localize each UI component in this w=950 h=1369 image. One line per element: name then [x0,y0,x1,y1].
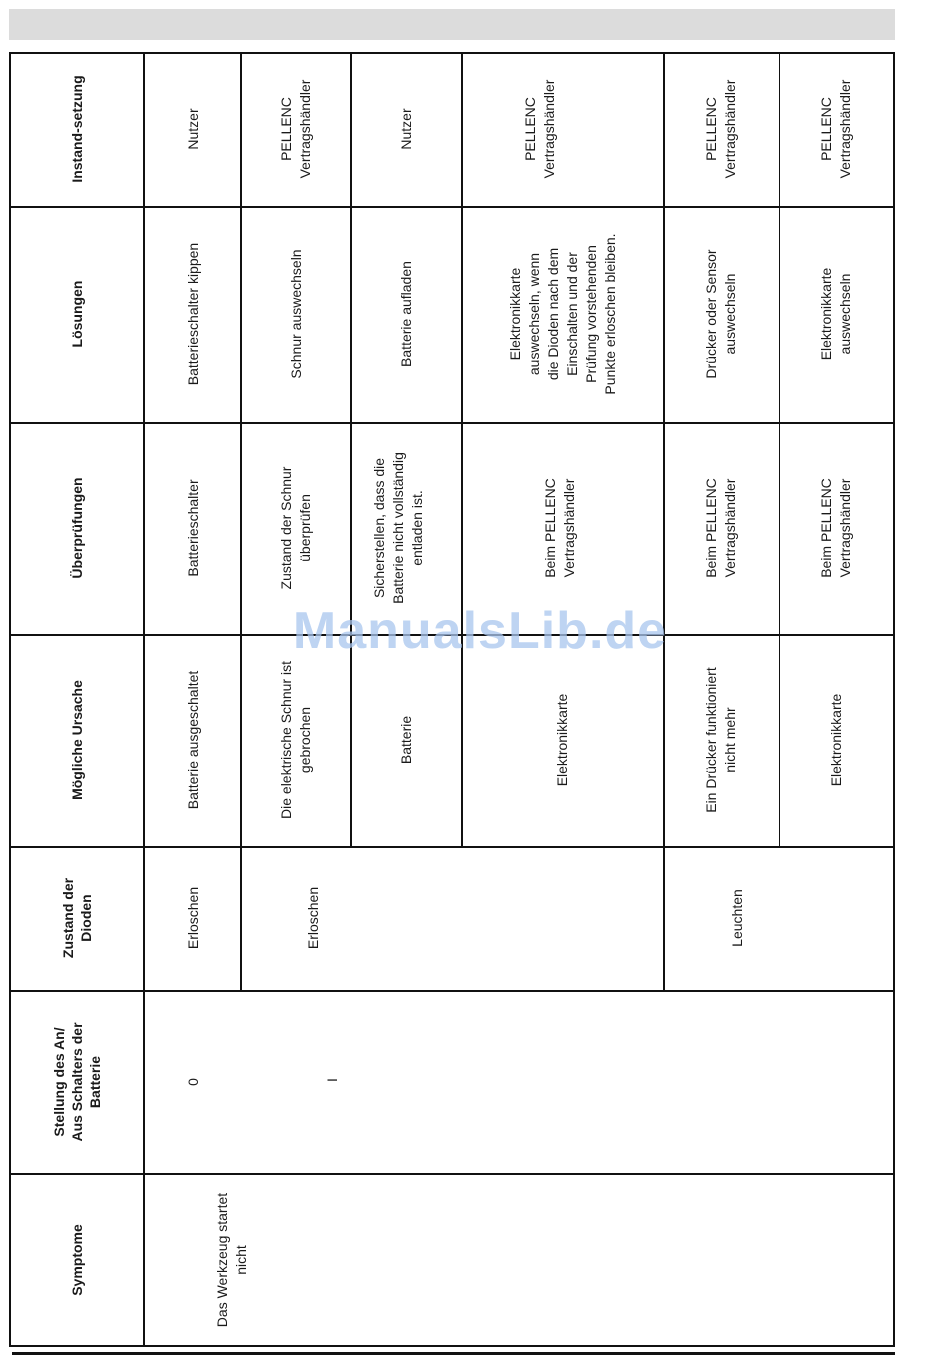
header-ueberpruefungen: Überprüfungen [69,477,85,579]
row-divider [663,52,665,992]
row5-loesung: Drücker oder Sensor auswechseln [703,249,738,379]
row-divider [779,52,780,847]
row2-instandsetzung: PELLENC Vertragshändler [278,79,313,179]
row1-stellung: 0 [184,1078,201,1086]
column-divider [9,206,895,208]
row-divider [461,52,463,847]
column-divider [9,846,895,848]
row1-instandsetzung: Nutzer [184,108,201,150]
row6-instandsetzung: PELLENC Vertragshändler [818,79,853,179]
column-divider [9,1173,895,1175]
row4-ursache: Elektronikkarte [553,693,570,787]
row1-dioden: Erloschen [184,886,201,950]
column-divider [9,422,895,424]
dioden-erloschen-merged: Erloschen [304,886,321,950]
row4-instandsetzung: PELLENC Vertragshändler [522,79,557,179]
symptom-merged: Das Werkzeug startet nicht [214,1192,249,1328]
stellung-one-merged: I [323,1078,340,1082]
row-divider [350,52,352,847]
row5-instandsetzung: PELLENC Vertragshändler [703,79,738,179]
row6-loesung: Elektronikkarte auswechseln [818,267,853,361]
column-divider [9,990,895,992]
row1-loesung: Batterieschalter kippen [184,242,201,386]
header-dioden: Zustand der Dioden [60,877,94,959]
row2-ursache: Die elektrische Schnur ist gebrochen [278,661,313,819]
header-instandsetzung: Instand-setzung [69,75,85,183]
table-border-right [893,52,895,1347]
row-divider [143,52,145,1347]
table-border-top [9,52,895,54]
watermark: ManualsLib.de [292,602,668,660]
row5-ursache: Ein Drücker funktioniert nicht mehr [703,667,738,813]
header-ursache: Mögliche Ursache [69,680,85,800]
row-divider [240,52,242,992]
row3-ursache: Batterie [397,715,414,765]
bottom-rule [12,1352,895,1355]
header-loesungen: Lösungen [69,280,85,348]
row2-loesung: Schnur auswechseln [287,249,304,379]
header-symptome: Symptome [69,1224,85,1296]
row4-ueberpruefung: Beim PELLENC Vertragshändler [542,478,577,578]
table-border-left [9,52,11,1347]
row4-loesung: Elektronikkarte auswechseln, wenn die Dioden nach dem Einschalten und der Prüfung vorstehenden Punkte erloschen bleiben. [507,233,618,395]
row1-ueberpruefung: Batterieschalter [184,479,201,577]
header-stellung: Stellung des An/ Aus Schalters der Batterie [51,1022,103,1142]
row6-ueberpruefung: Beim PELLENC Vertragshändler [818,478,853,578]
row3-ueberpruefung: Sicherstellen, dass die Batterie nicht vollständig entladen ist. [370,452,425,604]
row5-ueberpruefung: Beim PELLENC Vertragshändler [703,478,738,578]
table-border-bottom [9,1345,895,1347]
row3-loesung: Batterie aufladen [397,261,414,367]
row3-instandsetzung: Nutzer [397,108,414,150]
row2-ueberpruefung: Zustand der Schnur überprüfen [278,466,313,590]
dioden-leuchten-merged: Leuchten [728,889,745,947]
row1-ursache: Batterie ausgeschaltet [184,670,201,810]
row6-ursache: Elektronikkarte [827,693,844,787]
